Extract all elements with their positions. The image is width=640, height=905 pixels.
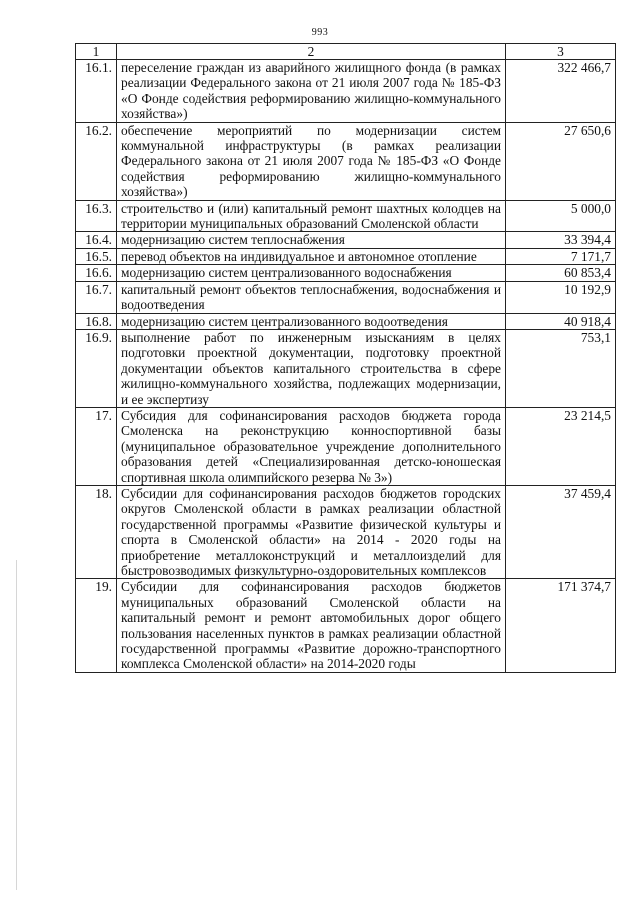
row-amount: 33 394,4 — [506, 232, 616, 248]
row-amount: 40 918,4 — [506, 313, 616, 329]
row-description: Субсидия для софинансирования расходов бюджета города Смоленска на реконструкцию конноспортивной базы (муниципальное образовательное учреждение дополнительного образования детей «Специализированная детско-юношеская спортивная школа олимпийского резерва № 3») — [117, 407, 506, 485]
table-row — [76, 122, 616, 200]
row-description: Субсидии для софинансирования расходов бюджетов муниципальных образований Смоленской области на капитальный ремонт и ремонт автомобильных дорог общего пользования населенных пунктов в рамках реализации областной государственной программы «Развитие дорожно-транспортного комплекса Смоленской области» на 2014-2020 годы — [117, 579, 506, 672]
table-row — [76, 200, 616, 232]
row-amount: 27 650,6 — [506, 122, 616, 200]
scan-artifact-line — [16, 560, 17, 890]
row-number: 16.8. — [76, 313, 117, 329]
row-number: 16.1. — [76, 60, 117, 123]
row-amount: 37 459,4 — [506, 485, 616, 578]
table-row — [76, 265, 616, 281]
column-header-1: 1 — [76, 44, 117, 60]
row-amount: 171 374,7 — [506, 579, 616, 672]
row-number: 16.4. — [76, 232, 117, 248]
row-number: 16.3. — [76, 200, 117, 232]
table-row — [76, 579, 616, 672]
row-description: перевод объектов на индивидуальное и автономное отопление — [117, 248, 506, 264]
row-number: 16.2. — [76, 122, 117, 200]
row-description: Субсидии для софинансирования расходов бюджетов городских округов Смоленской области в рамках реализации областной государственной программы «Развитие физической культуры и спорта в Смоленской области» на 2014 - 2020 годы на приобретение металлоконструкций и металлоизделий для быстровозводимых физкультурно-оздоровительных комплексов — [117, 485, 506, 578]
table-row — [76, 60, 616, 123]
row-amount: 23 214,5 — [506, 407, 616, 485]
row-number: 17. — [76, 407, 117, 485]
column-header-3: 3 — [506, 44, 616, 60]
row-number: 16.5. — [76, 248, 117, 264]
table-row — [76, 248, 616, 264]
row-description: модернизацию систем централизованного водоснабжения — [117, 265, 506, 281]
row-number: 16.7. — [76, 281, 117, 313]
table-row — [76, 232, 616, 248]
row-number: 18. — [76, 485, 117, 578]
header-row — [76, 44, 616, 60]
row-description: модернизацию систем централизованного водоотведения — [117, 313, 506, 329]
row-number: 16.9. — [76, 329, 117, 407]
table-row — [76, 313, 616, 329]
row-description: модернизацию систем теплоснабжения — [117, 232, 506, 248]
table-row — [76, 407, 616, 485]
row-description: строительство и (или) капитальный ремонт шахтных колодцев на территории муниципальных образований Смоленской области — [117, 200, 506, 232]
row-amount: 322 466,7 — [506, 60, 616, 123]
column-header-2: 2 — [117, 44, 506, 60]
row-amount: 5 000,0 — [506, 200, 616, 232]
row-amount: 10 192,9 — [506, 281, 616, 313]
page-number: 993 — [311, 27, 329, 38]
row-amount: 60 853,4 — [506, 265, 616, 281]
table-row — [76, 485, 616, 578]
row-description: переселение граждан из аварийного жилищного фонда (в рамках реализации Федерального закона от 21 июля 2007 года № 185-ФЗ «О Фонде содействия реформированию жилищно-коммунального хозяйства») — [117, 60, 506, 123]
budget-table — [75, 43, 616, 673]
row-amount: 753,1 — [506, 329, 616, 407]
table-row — [76, 281, 616, 313]
row-amount: 7 171,7 — [506, 248, 616, 264]
table-row — [76, 329, 616, 407]
row-description: выполнение работ по инженерным изысканиям в целях подготовки проектной документации, подготовку проектной документации объектов капитального строительства в сфере жилищно-коммунального хозяйства, подлежащих модернизации, и ее экспертизу — [117, 329, 506, 407]
row-number: 16.6. — [76, 265, 117, 281]
row-number: 19. — [76, 579, 117, 672]
row-description: обеспечение мероприятий по модернизации систем коммунальной инфраструктуры (в рамках реализации Федерального закона от 21 июля 2007 года № 185-ФЗ «О Фонде содействия реформированию жилищно-коммунального хозяйства») — [117, 122, 506, 200]
row-description: капитальный ремонт объектов теплоснабжения, водоснабжения и водоотведения — [117, 281, 506, 313]
